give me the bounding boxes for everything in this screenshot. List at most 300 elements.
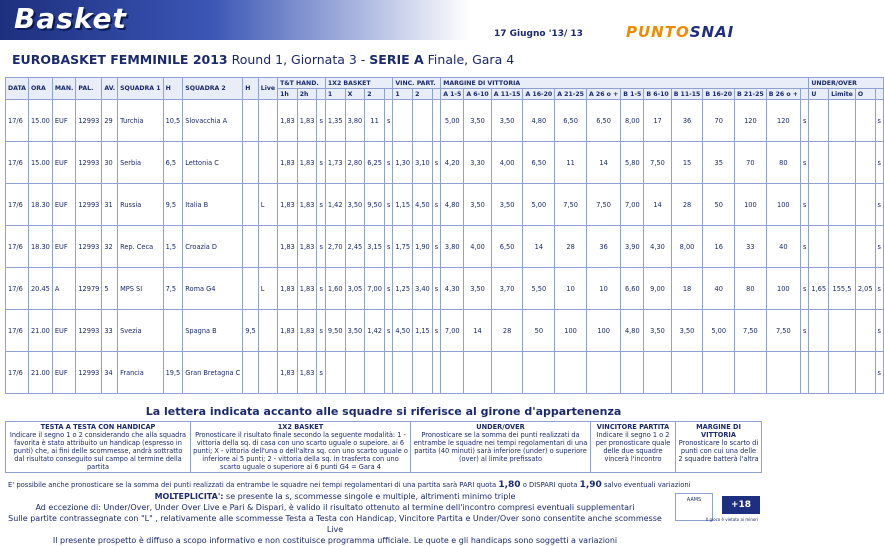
- cell-s1: Rep. Ceca: [118, 226, 164, 268]
- cell-h2: [243, 268, 259, 310]
- cell-odds: 80: [735, 268, 767, 310]
- cell-odds: [365, 352, 385, 394]
- cell-odds: 6,50: [586, 100, 620, 142]
- cell-h1: 1,5: [163, 226, 183, 268]
- page-title: EUROBASKET FEMMINILE 2013 Round 1, Giornata 3 - SERIE A Finale, Gara 4: [12, 52, 515, 67]
- cell-odds: 3,80: [441, 226, 464, 268]
- cell-odds: 1,75: [393, 226, 413, 268]
- cell-odds: 1,65: [809, 268, 829, 310]
- cell-s2: Roma G4: [183, 268, 243, 310]
- cell-odds: s: [800, 226, 808, 268]
- col-squadra1: SQUADRA 1: [118, 78, 164, 100]
- cell-odds: 120: [735, 100, 767, 142]
- age-limit-note: Il gioco è vietato ai minori: [705, 517, 759, 522]
- cell-odds: 14: [586, 142, 620, 184]
- cell-odds: [855, 226, 875, 268]
- cell-odds: 3,70: [491, 268, 523, 310]
- cell-odds: [809, 352, 829, 394]
- cell-odds: 6,50: [523, 142, 555, 184]
- col-ora: ORA: [28, 78, 52, 100]
- cell-odds: s: [384, 268, 392, 310]
- cell-av: 33: [102, 310, 118, 352]
- cell-h2: [243, 352, 259, 394]
- sub-u: U: [809, 89, 829, 100]
- cell-pal: 12993: [76, 352, 102, 394]
- cell-odds: s: [317, 226, 325, 268]
- cell-odds: 3,15: [365, 226, 385, 268]
- cell-odds: 14: [523, 226, 555, 268]
- cell-av: 32: [102, 226, 118, 268]
- cell-odds: 1,60: [325, 268, 345, 310]
- sub-b4: B 16-20: [703, 89, 735, 100]
- cell-odds: 40: [703, 268, 735, 310]
- cell-h1: 6,5: [163, 142, 183, 184]
- cell-odds: 28: [491, 310, 523, 352]
- cell-odds: 155,5: [829, 268, 856, 310]
- cell-s2: Spagna B: [183, 310, 243, 352]
- cell-odds: s: [875, 352, 883, 394]
- sub-b6: B 26 o +: [766, 89, 800, 100]
- cell-h1: 7,5: [163, 268, 183, 310]
- cell-odds: s: [875, 268, 883, 310]
- cell-odds: 1,15: [413, 310, 433, 352]
- sub-2: 2: [365, 89, 385, 100]
- cell-odds: s: [384, 100, 392, 142]
- cell-odds: [325, 352, 345, 394]
- cell-live: [258, 226, 277, 268]
- cell-odds: 70: [703, 100, 735, 142]
- table-row: [6, 142, 884, 184]
- cell-odds: [345, 352, 365, 394]
- legend-vincitore: VINCITORE PARTITA Indicare il segno 1 o 2 per pronosticare quale delle due squadre vincerà l'incontro: [591, 422, 676, 473]
- col-data: DATA: [6, 78, 29, 100]
- cell-av: 29: [102, 100, 118, 142]
- cell-pal: 12993: [76, 100, 102, 142]
- cell-odds: [855, 310, 875, 352]
- cell-odds: 100: [586, 310, 620, 352]
- cell-odds: 3,90: [621, 226, 644, 268]
- cell-odds: 1,42: [365, 310, 385, 352]
- cell-odds: 80: [766, 142, 800, 184]
- rules-note: MOLTEPLICITA': se presente la s, scommesse singole e multiple, altrimenti minimo triple Ad eccezione di: Under/Over, Under Over Live e Pari & Dispari, è valido il risultato ottenuto al termine dell'incontro compresi eventuali supplementari Sulle partite contrassegnate con "L" , relativamente alle scommesse Testa a Testa con Handicap, Vincitore Partita e Under/Over sono consentite anche scommesse Live Il presente prospetto è diffuso a scopo informativo e non costituisce programma ufficiale. Le quote e gli handicaps sono soggetti a variazioni: [8, 492, 662, 545]
- cell-h1: [163, 310, 183, 352]
- cell-odds: 28: [671, 184, 703, 226]
- cell-odds: 11: [555, 142, 587, 184]
- cell-live: [258, 100, 277, 142]
- cell-ora: 18.30: [28, 226, 52, 268]
- cell-odds: s: [800, 184, 808, 226]
- legend-1x2: 1X2 BASKET Pronosticare il risultato finale secondo la seguente modalità: 1 - vittoria della sq. di casa con uno scarto uguale o supeiore. ai 6 punti; X - vittoria dell'una o dell'altra sq. con uno scarto uguale o inferiore ai 5 punti; 2 - vittoria della sq. in trasferta con uno scarto uguale o superiore ai 6 punti G4 = Gara 4: [191, 422, 411, 473]
- cell-s1: Turchia: [118, 100, 164, 142]
- cell-odds: 7,00: [621, 184, 644, 226]
- cell-odds: 1,83: [278, 226, 298, 268]
- cell-pal: 12979: [76, 268, 102, 310]
- table-row: [6, 226, 884, 268]
- col-pal: PAL.: [76, 78, 102, 100]
- table-row: [6, 352, 884, 394]
- sub-a3: A 11-15: [491, 89, 523, 100]
- cell-av: 31: [102, 184, 118, 226]
- table-row: [6, 310, 884, 352]
- cell-odds: 3,50: [491, 184, 523, 226]
- sub-a1: A 1-5: [441, 89, 464, 100]
- col-live: Live: [258, 78, 277, 100]
- cell-h2: [243, 184, 259, 226]
- cell-h2: 9,5: [243, 310, 259, 352]
- cell-odds: s: [432, 184, 440, 226]
- sub-b5: B 21-25: [735, 89, 767, 100]
- cell-odds: 7,00: [441, 310, 464, 352]
- cell-odds: 3,50: [671, 310, 703, 352]
- cell-s2: Lettonia C: [183, 142, 243, 184]
- cell-ora: 18.30: [28, 184, 52, 226]
- cell-odds: 1,83: [278, 268, 298, 310]
- cell-odds: 28: [555, 226, 587, 268]
- cell-odds: [384, 352, 392, 394]
- cell-odds: [586, 352, 620, 394]
- sub-v2: 2: [413, 89, 433, 100]
- cell-odds: 14: [464, 310, 491, 352]
- cell-odds: 1,83: [278, 100, 298, 142]
- cell-s2: Gran Bretagna C: [183, 352, 243, 394]
- cell-odds: 4,50: [413, 184, 433, 226]
- cell-odds: 14: [644, 184, 671, 226]
- cell-s1: Svezia: [118, 310, 164, 352]
- cell-odds: s: [317, 100, 325, 142]
- cell-odds: [829, 142, 856, 184]
- sub-a6: A 26 o +: [586, 89, 620, 100]
- cell-odds: [393, 100, 413, 142]
- cell-odds: 1,30: [393, 142, 413, 184]
- cell-odds: 4,50: [393, 310, 413, 352]
- cell-odds: 100: [766, 268, 800, 310]
- cell-odds: [523, 352, 555, 394]
- cell-data: 17/6: [6, 100, 29, 142]
- cell-odds: [809, 100, 829, 142]
- cell-av: 5: [102, 268, 118, 310]
- cell-odds: [491, 352, 523, 394]
- cell-odds: 4,80: [523, 100, 555, 142]
- cell-ora: 21.00: [28, 310, 52, 352]
- cell-odds: 1,25: [393, 268, 413, 310]
- cell-h2: [243, 142, 259, 184]
- cell-odds: 7,50: [735, 310, 767, 352]
- cell-odds: 50: [703, 184, 735, 226]
- cell-odds: 1,83: [297, 184, 317, 226]
- sub-a5: A 21-25: [555, 89, 587, 100]
- cell-av: 34: [102, 352, 118, 394]
- col-man: MAN.: [52, 78, 75, 100]
- table-row: [6, 268, 884, 310]
- cell-odds: [829, 352, 856, 394]
- cell-odds: 8,00: [621, 100, 644, 142]
- cell-odds: 3,50: [345, 184, 365, 226]
- cell-odds: 18: [671, 268, 703, 310]
- cell-odds: [829, 184, 856, 226]
- cell-s1: Francia: [118, 352, 164, 394]
- sub-x: X: [345, 89, 365, 100]
- cell-data: 17/6: [6, 142, 29, 184]
- cell-odds: 2,45: [345, 226, 365, 268]
- cell-live: [258, 142, 277, 184]
- col-margine: MARGINE DI VITTORIA: [441, 78, 809, 89]
- cell-odds: 7,50: [586, 184, 620, 226]
- cell-odds: s: [432, 142, 440, 184]
- cell-odds: 4,00: [464, 226, 491, 268]
- cell-odds: s: [432, 310, 440, 352]
- col-under-over: UNDER/OVER: [809, 78, 884, 89]
- cell-odds: [413, 352, 433, 394]
- table-row: [6, 100, 884, 142]
- cell-odds: 4,30: [441, 268, 464, 310]
- cell-h2: [243, 100, 259, 142]
- cell-odds: [766, 352, 800, 394]
- cell-odds: s: [875, 226, 883, 268]
- cell-odds: s: [800, 142, 808, 184]
- sub-s: [384, 89, 392, 100]
- cell-odds: 5,00: [523, 184, 555, 226]
- cell-odds: s: [800, 268, 808, 310]
- cell-odds: 3,80: [345, 100, 365, 142]
- cell-odds: 4,80: [441, 184, 464, 226]
- cell-pal: 12993: [76, 142, 102, 184]
- cell-odds: 2,80: [345, 142, 365, 184]
- cell-h1: 10,5: [163, 100, 183, 142]
- sub-limite: Limite: [829, 89, 856, 100]
- sub-a2: A 6-10: [464, 89, 491, 100]
- legend-margine: MARGINE DI VITTORIA Pronosticare lo scarto di punti con cui una delle 2 squadre batterà l'altra: [676, 422, 762, 473]
- sub-b2: B 6-10: [644, 89, 671, 100]
- cell-odds: 100: [555, 310, 587, 352]
- cell-odds: 2,05: [855, 268, 875, 310]
- sub-v1: 1: [393, 89, 413, 100]
- cell-odds: s: [384, 310, 392, 352]
- cell-odds: 50: [523, 310, 555, 352]
- col-h2: H: [243, 78, 259, 100]
- cell-live: [258, 352, 277, 394]
- cell-odds: 4,80: [621, 310, 644, 352]
- cell-odds: 7,50: [555, 184, 587, 226]
- col-h1: H: [163, 78, 183, 100]
- cell-odds: 3,50: [464, 184, 491, 226]
- cell-odds: 3,50: [464, 268, 491, 310]
- cell-odds: 1,83: [297, 100, 317, 142]
- cell-odds: s: [384, 226, 392, 268]
- cell-odds: 7,00: [365, 268, 385, 310]
- cell-odds: 36: [586, 226, 620, 268]
- cell-s2: Croazia D: [183, 226, 243, 268]
- cell-odds: 3,10: [413, 142, 433, 184]
- cell-odds: s: [384, 184, 392, 226]
- cell-odds: 1,83: [278, 352, 298, 394]
- issue-date: 17 Giugno '13/ 13: [494, 29, 583, 39]
- cell-odds: 7,50: [644, 142, 671, 184]
- sub-1: 1: [325, 89, 345, 100]
- cell-odds: [432, 100, 440, 142]
- cell-odds: s: [317, 184, 325, 226]
- cell-odds: 3,50: [464, 100, 491, 142]
- cell-odds: 11: [365, 100, 385, 142]
- sub-s: [432, 89, 440, 100]
- sub-b3: B 11-15: [671, 89, 703, 100]
- cell-s2: Italia B: [183, 184, 243, 226]
- cell-odds: 1,83: [297, 142, 317, 184]
- cell-man: EUF: [52, 100, 75, 142]
- cell-s2: Slovacchia A: [183, 100, 243, 142]
- cell-odds: [809, 226, 829, 268]
- cell-odds: [829, 310, 856, 352]
- cell-odds: s: [875, 142, 883, 184]
- cell-odds: s: [875, 310, 883, 352]
- cell-odds: 1,73: [325, 142, 345, 184]
- cell-odds: s: [432, 226, 440, 268]
- cell-odds: 10: [555, 268, 587, 310]
- cell-odds: 1,83: [297, 310, 317, 352]
- cell-odds: 6,25: [365, 142, 385, 184]
- cell-odds: [432, 352, 440, 394]
- cell-h2: [243, 226, 259, 268]
- cell-odds: [555, 352, 587, 394]
- pari-dispari-note: E' possibile anche pronosticare se la somma dei punti realizzati da entrambe le squadre nei tempi regolamentari di una partita sarà PARI quota 1,80 o DISPARI quota 1,90 salvo eventuali variazioni: [8, 480, 691, 490]
- cell-odds: 1,83: [278, 142, 298, 184]
- cell-odds: 70: [735, 142, 767, 184]
- cell-live: [258, 310, 277, 352]
- cell-s1: Russia: [118, 184, 164, 226]
- cell-odds: [829, 100, 856, 142]
- cell-odds: [621, 352, 644, 394]
- cell-h1: 19,5: [163, 352, 183, 394]
- cell-data: 17/6: [6, 268, 29, 310]
- brand-logo: PUNTOSNAI: [626, 23, 735, 41]
- cell-data: 17/6: [6, 226, 29, 268]
- legend-under-over: UNDER/OVER Pronosticare se la somma dei punti realizzati da entrambe le squadre nei tempi regolamentari di una partita (40 minuti) sarà inferiore (under) o superiore (over) al limite prefissato: [411, 422, 591, 473]
- cell-s1: MPS SI: [118, 268, 164, 310]
- cell-odds: [441, 352, 464, 394]
- cell-pal: 12993: [76, 310, 102, 352]
- cell-odds: s: [432, 268, 440, 310]
- aams-seal: AAMS: [675, 493, 713, 521]
- cell-odds: [829, 226, 856, 268]
- cell-odds: 9,00: [644, 268, 671, 310]
- cell-odds: [735, 352, 767, 394]
- cell-ora: 15.00: [28, 142, 52, 184]
- cell-odds: 4,20: [441, 142, 464, 184]
- cell-live: L: [258, 184, 277, 226]
- cell-odds: s: [317, 310, 325, 352]
- cell-odds: 4,00: [491, 142, 523, 184]
- cell-odds: [809, 184, 829, 226]
- cell-odds: 5,00: [441, 100, 464, 142]
- cell-man: EUF: [52, 142, 75, 184]
- col-squadra2: SQUADRA 2: [183, 78, 243, 100]
- cell-man: EUF: [52, 184, 75, 226]
- cell-odds: s: [875, 100, 883, 142]
- cell-man: EUF: [52, 310, 75, 352]
- header: [0, 0, 768, 40]
- cell-data: 17/6: [6, 184, 29, 226]
- cell-odds: 100: [766, 184, 800, 226]
- table-row: [6, 184, 884, 226]
- sub-b1: B 1-5: [621, 89, 644, 100]
- cell-odds: 10: [586, 268, 620, 310]
- cell-man: A: [52, 268, 75, 310]
- sub-s: [875, 89, 883, 100]
- cell-odds: 33: [735, 226, 767, 268]
- cell-ora: 21.00: [28, 352, 52, 394]
- cell-odds: 1,15: [393, 184, 413, 226]
- col-vinc: VINC. PART.: [393, 78, 441, 89]
- cell-odds: [809, 310, 829, 352]
- cell-odds: [413, 100, 433, 142]
- sub-s: [317, 89, 325, 100]
- cell-odds: 16: [703, 226, 735, 268]
- cell-odds: s: [800, 310, 808, 352]
- cell-odds: 9,50: [325, 310, 345, 352]
- cell-odds: 36: [671, 100, 703, 142]
- cell-h1: 9,5: [163, 184, 183, 226]
- cell-odds: [809, 142, 829, 184]
- cell-odds: 15: [671, 142, 703, 184]
- cell-odds: s: [800, 100, 808, 142]
- cell-odds: 5,80: [621, 142, 644, 184]
- cell-odds: 3,05: [345, 268, 365, 310]
- cell-odds: [644, 352, 671, 394]
- header-row: [6, 78, 884, 89]
- cell-odds: s: [384, 142, 392, 184]
- cell-odds: [855, 142, 875, 184]
- cell-odds: 40: [766, 226, 800, 268]
- cell-odds: 6,60: [621, 268, 644, 310]
- col-av: AV.: [102, 78, 118, 100]
- cell-odds: 1,90: [413, 226, 433, 268]
- sub-a4: A 16-20: [523, 89, 555, 100]
- cell-pal: 12993: [76, 184, 102, 226]
- cell-odds: 1,83: [278, 184, 298, 226]
- odds-table: [5, 77, 884, 394]
- cell-odds: [671, 352, 703, 394]
- cell-man: EUF: [52, 352, 75, 394]
- cell-odds: [800, 352, 808, 394]
- cell-odds: 1,83: [297, 226, 317, 268]
- cell-odds: 2,70: [325, 226, 345, 268]
- col-1x2: 1X2 BASKET: [325, 78, 393, 89]
- cell-odds: 1,42: [325, 184, 345, 226]
- cell-odds: [855, 352, 875, 394]
- cell-odds: [464, 352, 491, 394]
- cell-odds: 3,50: [491, 100, 523, 142]
- sub-2h: 2h: [297, 89, 317, 100]
- sub-o: O: [855, 89, 875, 100]
- cell-ora: 15.00: [28, 100, 52, 142]
- cell-odds: 3,30: [464, 142, 491, 184]
- cell-odds: [855, 100, 875, 142]
- cell-data: 17/6: [6, 352, 29, 394]
- cell-odds: 6,50: [491, 226, 523, 268]
- basket-logo: Basket: [14, 2, 127, 35]
- cell-odds: 7,50: [766, 310, 800, 352]
- cell-odds: s: [317, 268, 325, 310]
- cell-odds: 35: [703, 142, 735, 184]
- cell-odds: 1,35: [325, 100, 345, 142]
- group-note: La lettera indicata accanto alle squadre si riferisce al girone d'appartenenza: [145, 405, 622, 418]
- cell-odds: 4,30: [644, 226, 671, 268]
- cell-odds: [703, 352, 735, 394]
- cell-live: L: [258, 268, 277, 310]
- cell-odds: s: [317, 142, 325, 184]
- legend-handicap: TESTA A TESTA CON HANDICAP Indicare il segno 1 o 2 considerando che alla squadra favorita è stato attribuito un handicap (espresso in punti) che, ai fini delle scommesse, andrà sottratto dal risultato conseguito sul campo al termine della partita: [6, 422, 191, 473]
- cell-s1: Serbia: [118, 142, 164, 184]
- cell-odds: 1,83: [297, 268, 317, 310]
